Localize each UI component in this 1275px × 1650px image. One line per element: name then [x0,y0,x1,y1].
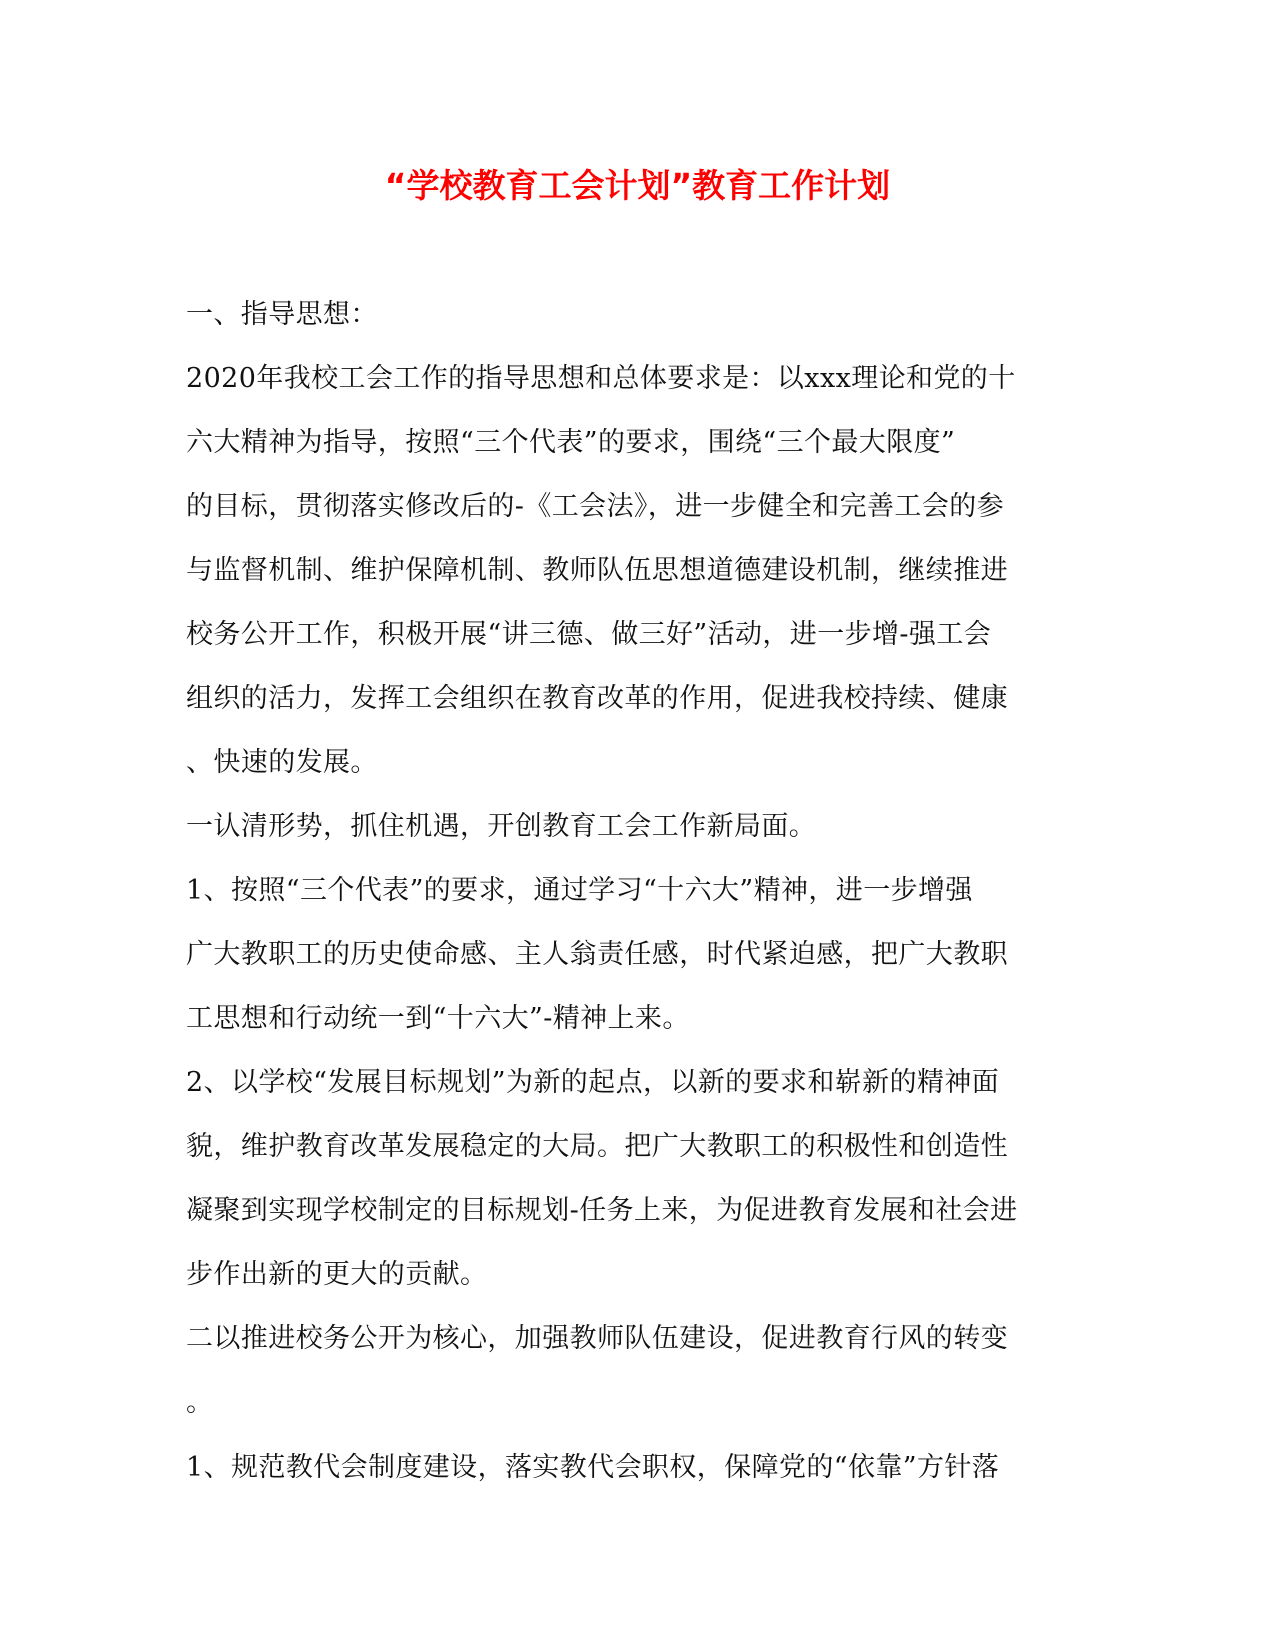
document-title: “学校教育工会计划”教育工作计划 [384,166,891,205]
paragraph-line: 貌，维护教育改革发展稳定的大局。把广大教职工的积极性和创造性 [186,1131,1008,1162]
paragraph-line: 与监督机制、维护保障机制、教师队伍思想道德建设机制，继续推进 [186,555,1008,586]
paragraph-line: 广大教职工的历史使命感、主人翁责任感，时代紧迫感，把广大教职 [186,939,1008,970]
section-heading-guiding-ideology: 一、指导思想： [186,299,378,330]
paragraph-line: 1、规范教代会制度建设，落实教代会职权，保障党的“依靠”方针落 [186,1452,1000,1483]
paragraph-line: 工思想和行动统一到“十六大”-精神上来。 [186,1003,690,1034]
paragraph-line: 组织的活力，发挥工会组织在教育改革的作用，促进我校持续、健康 [186,683,1008,714]
paragraph-line: 的目标，贯彻落实修改后的-《工会法》，进一步健全和完善工会的参 [186,491,1005,522]
paragraph-line: 。 [186,1387,214,1418]
subsection-heading: 二以推进校务公开为核心，加强教师队伍建设，促进教育行风的转变 [186,1323,1008,1354]
paragraph-line: 凝聚到实现学校制定的目标规划-任务上来，为促进教育发展和社会进 [186,1195,1018,1226]
paragraph-line: 步作出新的更大的贡献。 [186,1259,488,1290]
paragraph-line: 校务公开工作，积极开展“讲三德、做三好”活动，进一步增-强工会 [186,619,992,650]
paragraph-line: 六大精神为指导，按照“三个代表”的要求，围绕“三个最大限度” [186,427,956,458]
subsection-heading: 一认清形势，抓住机遇，开创教育工会工作新局面。 [186,811,817,842]
paragraph-line: 2020年我校工会工作的指导思想和总体要求是：以xxx理论和党的十 [186,363,1016,394]
paragraph-line: 1、按照“三个代表”的要求，通过学习“十六大”精神，进一步增强 [186,875,973,906]
paragraph-line: 、快速的发展。 [186,747,378,778]
document-body [186,283,1086,1501]
paragraph-line: 2、以学校“发展目标规划”为新的起点，以新的要求和崭新的精神面 [186,1067,1000,1098]
